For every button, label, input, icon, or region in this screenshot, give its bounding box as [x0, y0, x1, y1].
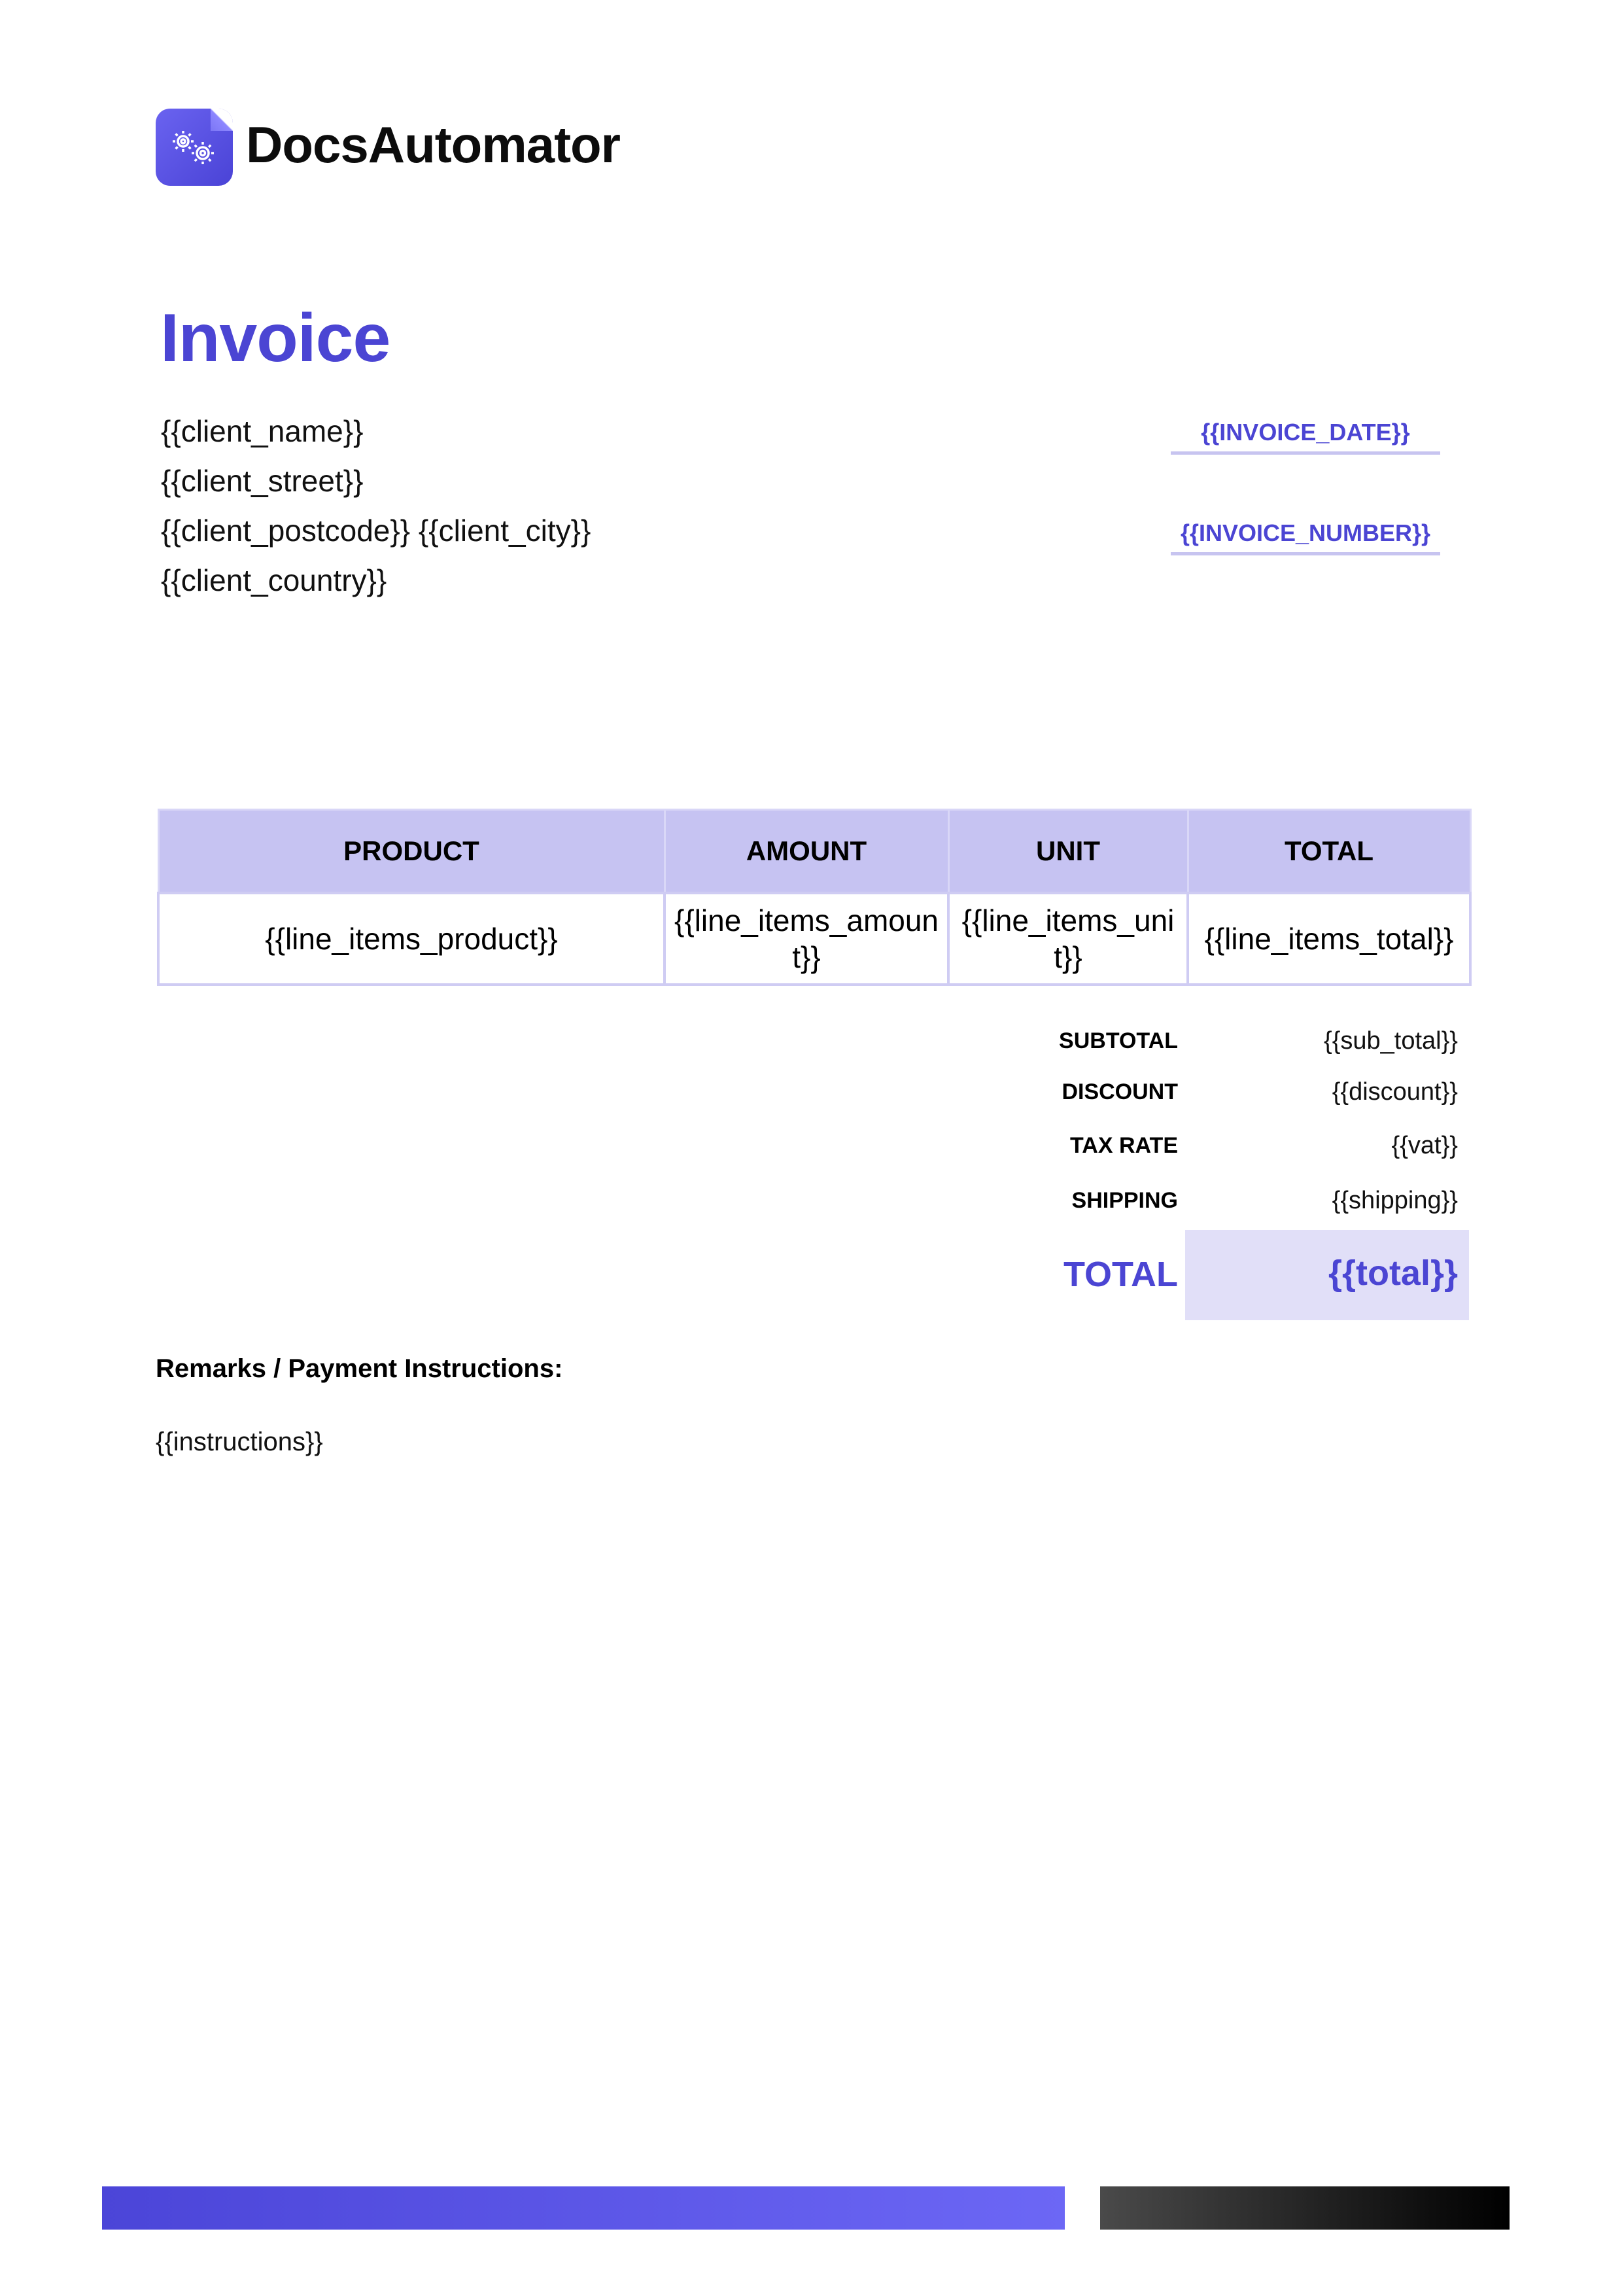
- client-postcode-city: {{client_postcode}} {{client_city}}: [161, 514, 591, 548]
- page-title: Invoice: [160, 300, 390, 376]
- subtotal-label: SUBTOTAL: [1059, 1028, 1178, 1053]
- client-street: {{client_street}}: [161, 464, 364, 498]
- footer-dark-bar: [1100, 2186, 1510, 2230]
- footer-accent-bar: [102, 2186, 1065, 2230]
- cell-product: {{line_items_product}}: [158, 893, 665, 985]
- line-items-table: [157, 809, 1472, 986]
- table-row: [158, 893, 1470, 985]
- cell-amount: {{line_items_amount}}: [665, 893, 948, 985]
- remarks-heading: Remarks / Payment Instructions:: [156, 1354, 563, 1383]
- remarks-text: {{instructions}}: [156, 1428, 323, 1456]
- subtotal-value: {{sub_total}}: [1324, 1027, 1458, 1055]
- column-header-product: PRODUCT: [158, 810, 665, 894]
- invoice-date: {{INVOICE_DATE}}: [1171, 419, 1440, 455]
- brand-logo-badge: [156, 109, 233, 186]
- discount-label: DISCOUNT: [1062, 1079, 1178, 1104]
- column-header-amount: AMOUNT: [665, 810, 948, 894]
- table-header-row: [158, 810, 1470, 894]
- column-header-unit: UNIT: [948, 810, 1188, 894]
- invoice-number: {{INVOICE_NUMBER}}: [1171, 519, 1440, 555]
- tax-rate-value: {{vat}}: [1391, 1132, 1458, 1159]
- column-header-total: TOTAL: [1188, 810, 1470, 894]
- page-fold-corner: [211, 109, 233, 131]
- discount-value: {{discount}}: [1332, 1078, 1458, 1106]
- client-country: {{client_country}}: [161, 563, 387, 597]
- grand-total-value: {{total}}: [1328, 1253, 1458, 1293]
- grand-total-label: TOTAL: [1063, 1255, 1178, 1294]
- cell-unit: {{line_items_unit}}: [948, 893, 1188, 985]
- shipping-label: SHIPPING: [1071, 1188, 1178, 1213]
- client-name: {{client_name}}: [161, 414, 364, 448]
- tax-rate-label: TAX RATE: [1070, 1133, 1178, 1158]
- brand-name: DocsAutomator: [246, 116, 621, 173]
- shipping-value: {{shipping}}: [1332, 1187, 1458, 1214]
- cell-total: {{line_items_total}}: [1188, 893, 1470, 985]
- gears-document-icon: [169, 128, 221, 167]
